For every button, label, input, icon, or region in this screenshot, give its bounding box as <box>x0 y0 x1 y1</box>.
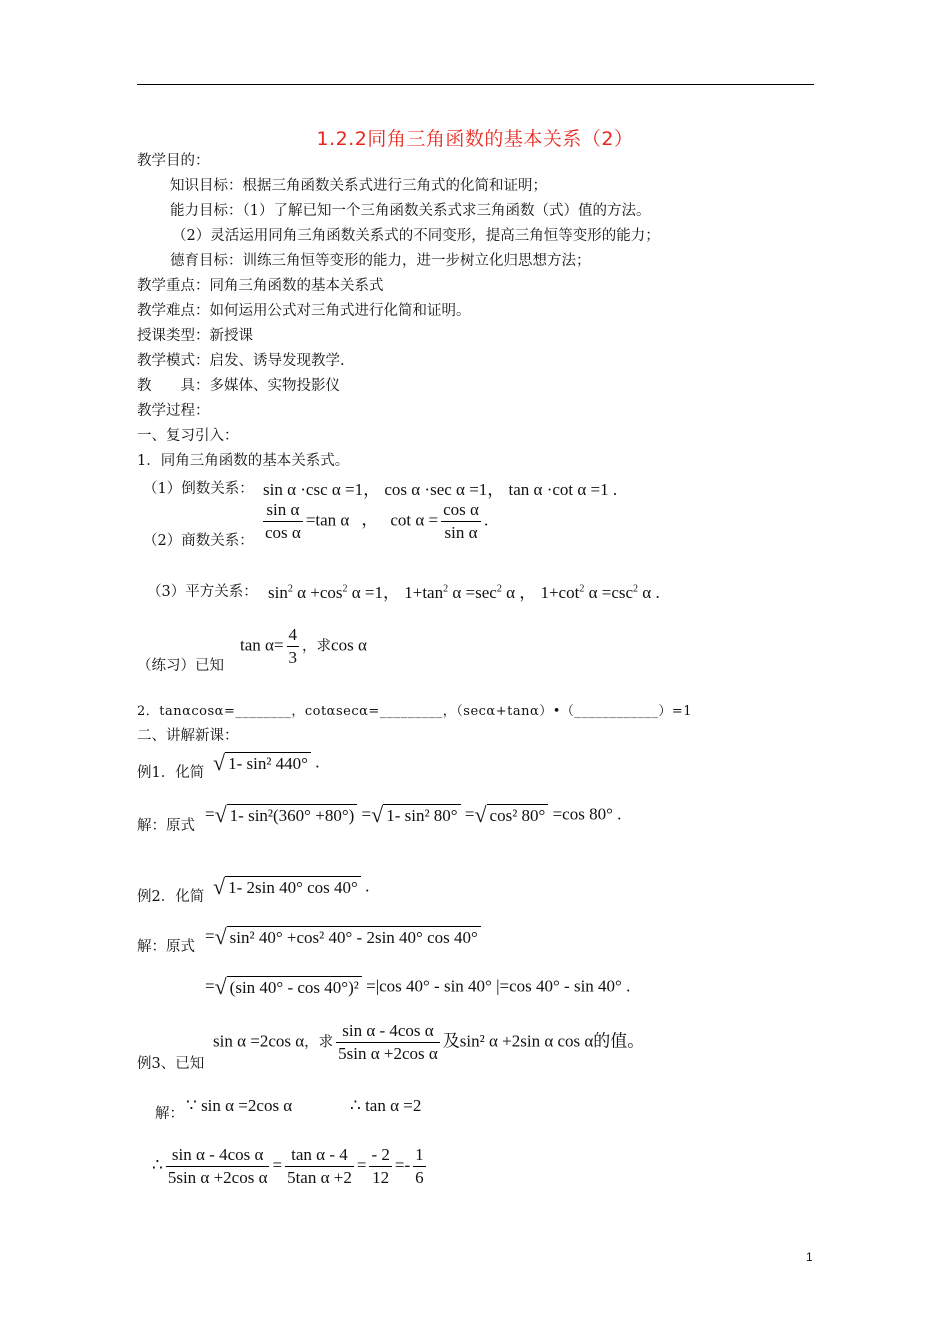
example3-because: ∵ sin α =2cos α <box>186 1096 293 1115</box>
reciprocal-label: （1）倒数关系： <box>143 481 254 497</box>
example3-statement: sin α =2cos α，求 $\frac{\text{sin α - 4cos α}}{\text{5sin α +2cos α}}$ 及sin² α +2sin α cos α的值。 <box>213 1021 645 1063</box>
example2-label: 例2．化简 <box>137 889 205 905</box>
example3-label: 例3、已知 <box>137 1056 205 1072</box>
key-point: 教学重点：同角三角函数的基本关系式 <box>137 278 384 294</box>
reciprocal-formula: sin α ·csc α =1， cos α ·sec α =1， tan α ·cot α =1 . <box>263 480 618 499</box>
quotient-formula: $\frac{\text{sin α}}{\text{cos α}}$ =tan α ， cot α = $\frac{\text{cos α}}{\text{sin α}}$ . <box>265 500 489 542</box>
difficulty: 教学难点：如何运用公式对三角式进行化简和证明。 <box>137 303 471 319</box>
fraction-cos-over-sin: $\frac{\text{cos α}}{\text{sin α}}$ <box>443 500 479 542</box>
example2-expr: √ 1- 2sin 40° cos 40° . <box>213 874 370 899</box>
page-title: 1.2.2同角三角函数的基本关系（2） <box>316 128 634 150</box>
fraction-sin-over-cos: $\frac{\text{sin α}}{\text{cos α}}$ <box>265 500 301 542</box>
example3-result: ∴ $\frac{\text{sin α - 4cos α}}{\text{5sin α +2cos α}}$ = $\frac{\text{tan α - 4}}{\text{5tan α +2}}$ = $\frac{- 2}{12}$ =- $\frac{1}{6}$ <box>152 1145 424 1187</box>
ability-goal-1: 能力目标：（1）了解已知一个三角函数关系式求三角函数（式）值的方法。 <box>170 203 651 219</box>
example2-solution-line1: = √ sin² 40° +cos² 40° - 2sin 40° cos 40° <box>205 926 481 949</box>
knowledge-goal: 知识目标：根据三角函数关系式进行三角式的化简和证明； <box>170 178 547 194</box>
teaching-tools: 教 具：多媒体、实物投影仪 <box>137 378 340 394</box>
item-basic-relations: 1．同角三角函数的基本关系式。 <box>137 453 350 469</box>
exercise-label: （练习）已知 <box>137 658 224 674</box>
header-rule <box>137 84 814 85</box>
example2-solution-line2: = √ (sin 40° - cos 40°)² =|cos 40° - sin 40° |=cos 40° - sin 40° . <box>205 974 631 999</box>
fraction-four-thirds: $\frac{4}{3}$ <box>288 625 298 667</box>
process-heading: 教学过程： <box>137 403 210 419</box>
example1-expr: √ 1- sin² 440° . <box>213 750 320 775</box>
moral-goal: 德育目标：训练三角恒等变形的能力，进一步树立化归思想方法； <box>170 253 591 269</box>
page-number: 1 <box>806 1250 813 1264</box>
example1-solution: = √ 1- sin²(360° +80°) = √ 1- sin² 80° = √ cos² 80° =cos 80° . <box>205 802 622 827</box>
example2-solution-label: 解：原式 <box>137 939 195 955</box>
example3-fraction: $\frac{\text{sin α - 4cos α}}{\text{5sin α +2cos α}}$ <box>338 1021 438 1063</box>
objectives-heading: 教学目的： <box>137 153 210 169</box>
section-review: 一、复习引入： <box>137 428 239 444</box>
quotient-label: （2）商数关系： <box>143 533 254 549</box>
section-new-lesson: 二、讲解新课： <box>137 728 239 744</box>
exercise-formula: tan α= $\frac{4}{3}$ ，求cos α <box>240 625 367 667</box>
example3-therefore: ∴ tan α =2 <box>350 1096 422 1115</box>
teaching-mode: 教学模式：启发、诱导发现教学. <box>137 353 345 369</box>
square-label: （3）平方关系： <box>147 584 258 600</box>
ability-goal-2: （2）灵活运用同角三角函数关系式的不同变形，提高三角恒等变形的能力； <box>172 228 660 244</box>
example3-solution-label: 解： <box>155 1106 184 1122</box>
example1-label: 例1．化简 <box>137 765 205 781</box>
item-fill-blanks: 2．tanαcosα=________，cotαsecα=_________，（secα+tanα）•（____________）=1 <box>137 704 693 719</box>
lesson-type: 授课类型：新授课 <box>137 328 253 344</box>
square-formula: $\sin^2 \alpha +\cos^2$ α =1， $1+\tan^2$ $\alpha =\sec^2$ α ， $1+\cot^2$ $\alpha =\csc^2$ α . <box>268 583 660 602</box>
example1-solution-label: 解：原式 <box>137 818 195 834</box>
